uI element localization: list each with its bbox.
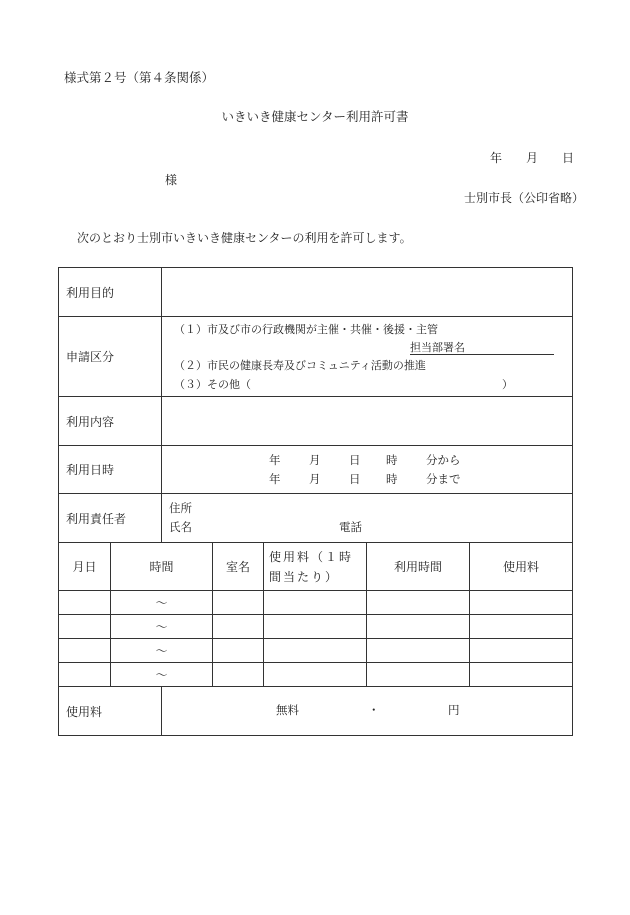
from-day: 日 — [349, 452, 361, 467]
fee-field[interactable] — [162, 687, 573, 736]
cell-time[interactable]: ～ — [111, 663, 213, 687]
category-label: 申請区分 — [59, 317, 162, 397]
addressee-suffix: 様 — [165, 173, 178, 187]
fee-yen: 円 — [448, 703, 460, 717]
cell-fee[interactable] — [470, 663, 573, 687]
header-time: 時間 — [111, 543, 213, 591]
cell-usage-hours[interactable] — [367, 615, 470, 639]
header-hourly-fee: 使用料（１時間当たり） — [264, 543, 367, 591]
person-label: 利用責任者 — [59, 494, 162, 543]
cell-time[interactable]: ～ — [111, 639, 213, 663]
cell-hourly-fee[interactable] — [264, 639, 367, 663]
content-field[interactable] — [162, 397, 573, 446]
purpose-field[interactable] — [162, 268, 573, 317]
content-label: 利用内容 — [59, 397, 162, 446]
to-suffix: 分まで — [426, 471, 461, 486]
datetime-field[interactable] — [162, 446, 573, 494]
datetime-from — [162, 451, 572, 470]
from-suffix: 分から — [426, 452, 461, 467]
category-item-3-close: ） — [502, 377, 514, 391]
cell-time[interactable]: ～ — [111, 591, 213, 615]
to-hour: 時 — [386, 471, 398, 486]
category-item-3-open: （３）その他（ — [174, 377, 252, 391]
issue-date — [490, 149, 574, 166]
category-field — [162, 317, 573, 397]
usage-table-header — [59, 543, 573, 591]
fee-options — [162, 702, 572, 720]
cell-hourly-fee[interactable] — [264, 591, 367, 615]
cell-fee[interactable] — [470, 639, 573, 663]
cell-room[interactable] — [213, 591, 264, 615]
person-address: 住所 — [169, 501, 193, 515]
cell-room[interactable] — [213, 663, 264, 687]
header-date: 月日 — [59, 543, 111, 591]
cell-room[interactable] — [213, 639, 264, 663]
document-title: いきいき健康センター利用許可書 — [221, 109, 409, 124]
header-usage-hours: 利用時間 — [367, 543, 470, 591]
cell-usage-hours[interactable] — [367, 663, 470, 687]
cell-usage-hours[interactable] — [367, 591, 470, 615]
cell-hourly-fee[interactable] — [264, 663, 367, 687]
to-year: 年 — [269, 471, 281, 486]
table-row — [59, 591, 573, 615]
table-row — [59, 615, 573, 639]
cell-fee[interactable] — [470, 591, 573, 615]
cell-date[interactable] — [59, 639, 111, 663]
person-field[interactable] — [162, 494, 573, 543]
category-item-2[interactable]: （２）市民の健康長寿及びコミュニティ活動の推進 — [174, 358, 426, 372]
cell-hourly-fee[interactable] — [264, 615, 367, 639]
person-name-row — [162, 518, 572, 537]
to-month: 月 — [309, 471, 321, 486]
dept-sign-label: 担当部署名 — [410, 340, 466, 354]
table-row — [59, 663, 573, 687]
cell-date[interactable] — [59, 591, 111, 615]
intro-text: 次のとおり士別市いきいき健康センターの利用を許可します。 — [77, 231, 412, 245]
from-month: 月 — [309, 452, 321, 467]
cell-date[interactable] — [59, 615, 111, 639]
category-item-3[interactable] — [162, 375, 572, 394]
fee-free[interactable]: 無料 — [276, 703, 300, 717]
person-phone: 電話 — [339, 520, 363, 534]
date-year: 年 — [489, 151, 502, 165]
to-day: 日 — [349, 471, 361, 486]
fee-label: 使用料 — [59, 687, 162, 736]
permit-table — [58, 267, 573, 736]
table-row — [59, 639, 573, 663]
form-number: 様式第２号（第４条関係） — [64, 70, 215, 85]
dept-sign-line[interactable] — [410, 354, 554, 355]
cell-room[interactable] — [213, 615, 264, 639]
cell-fee[interactable] — [470, 615, 573, 639]
cell-usage-hours[interactable] — [367, 639, 470, 663]
purpose-label: 利用目的 — [59, 268, 162, 317]
header-fee: 使用料 — [470, 543, 573, 591]
from-year: 年 — [269, 452, 281, 467]
cell-time[interactable]: ～ — [111, 615, 213, 639]
issuer: 士別市長（公印省略） — [463, 191, 584, 205]
date-month: 月 — [525, 151, 538, 165]
category-item-1[interactable]: （１）市及び市の行政機関が主催・共催・後援・主管 — [174, 322, 439, 336]
datetime-to — [162, 470, 572, 489]
datetime-label: 利用日時 — [59, 446, 162, 494]
header-room: 室名 — [213, 543, 264, 591]
date-day: 日 — [561, 151, 574, 165]
fee-separator: ・ — [368, 703, 380, 717]
cell-date[interactable] — [59, 663, 111, 687]
person-name: 氏名 — [169, 520, 193, 534]
from-hour: 時 — [386, 452, 398, 467]
